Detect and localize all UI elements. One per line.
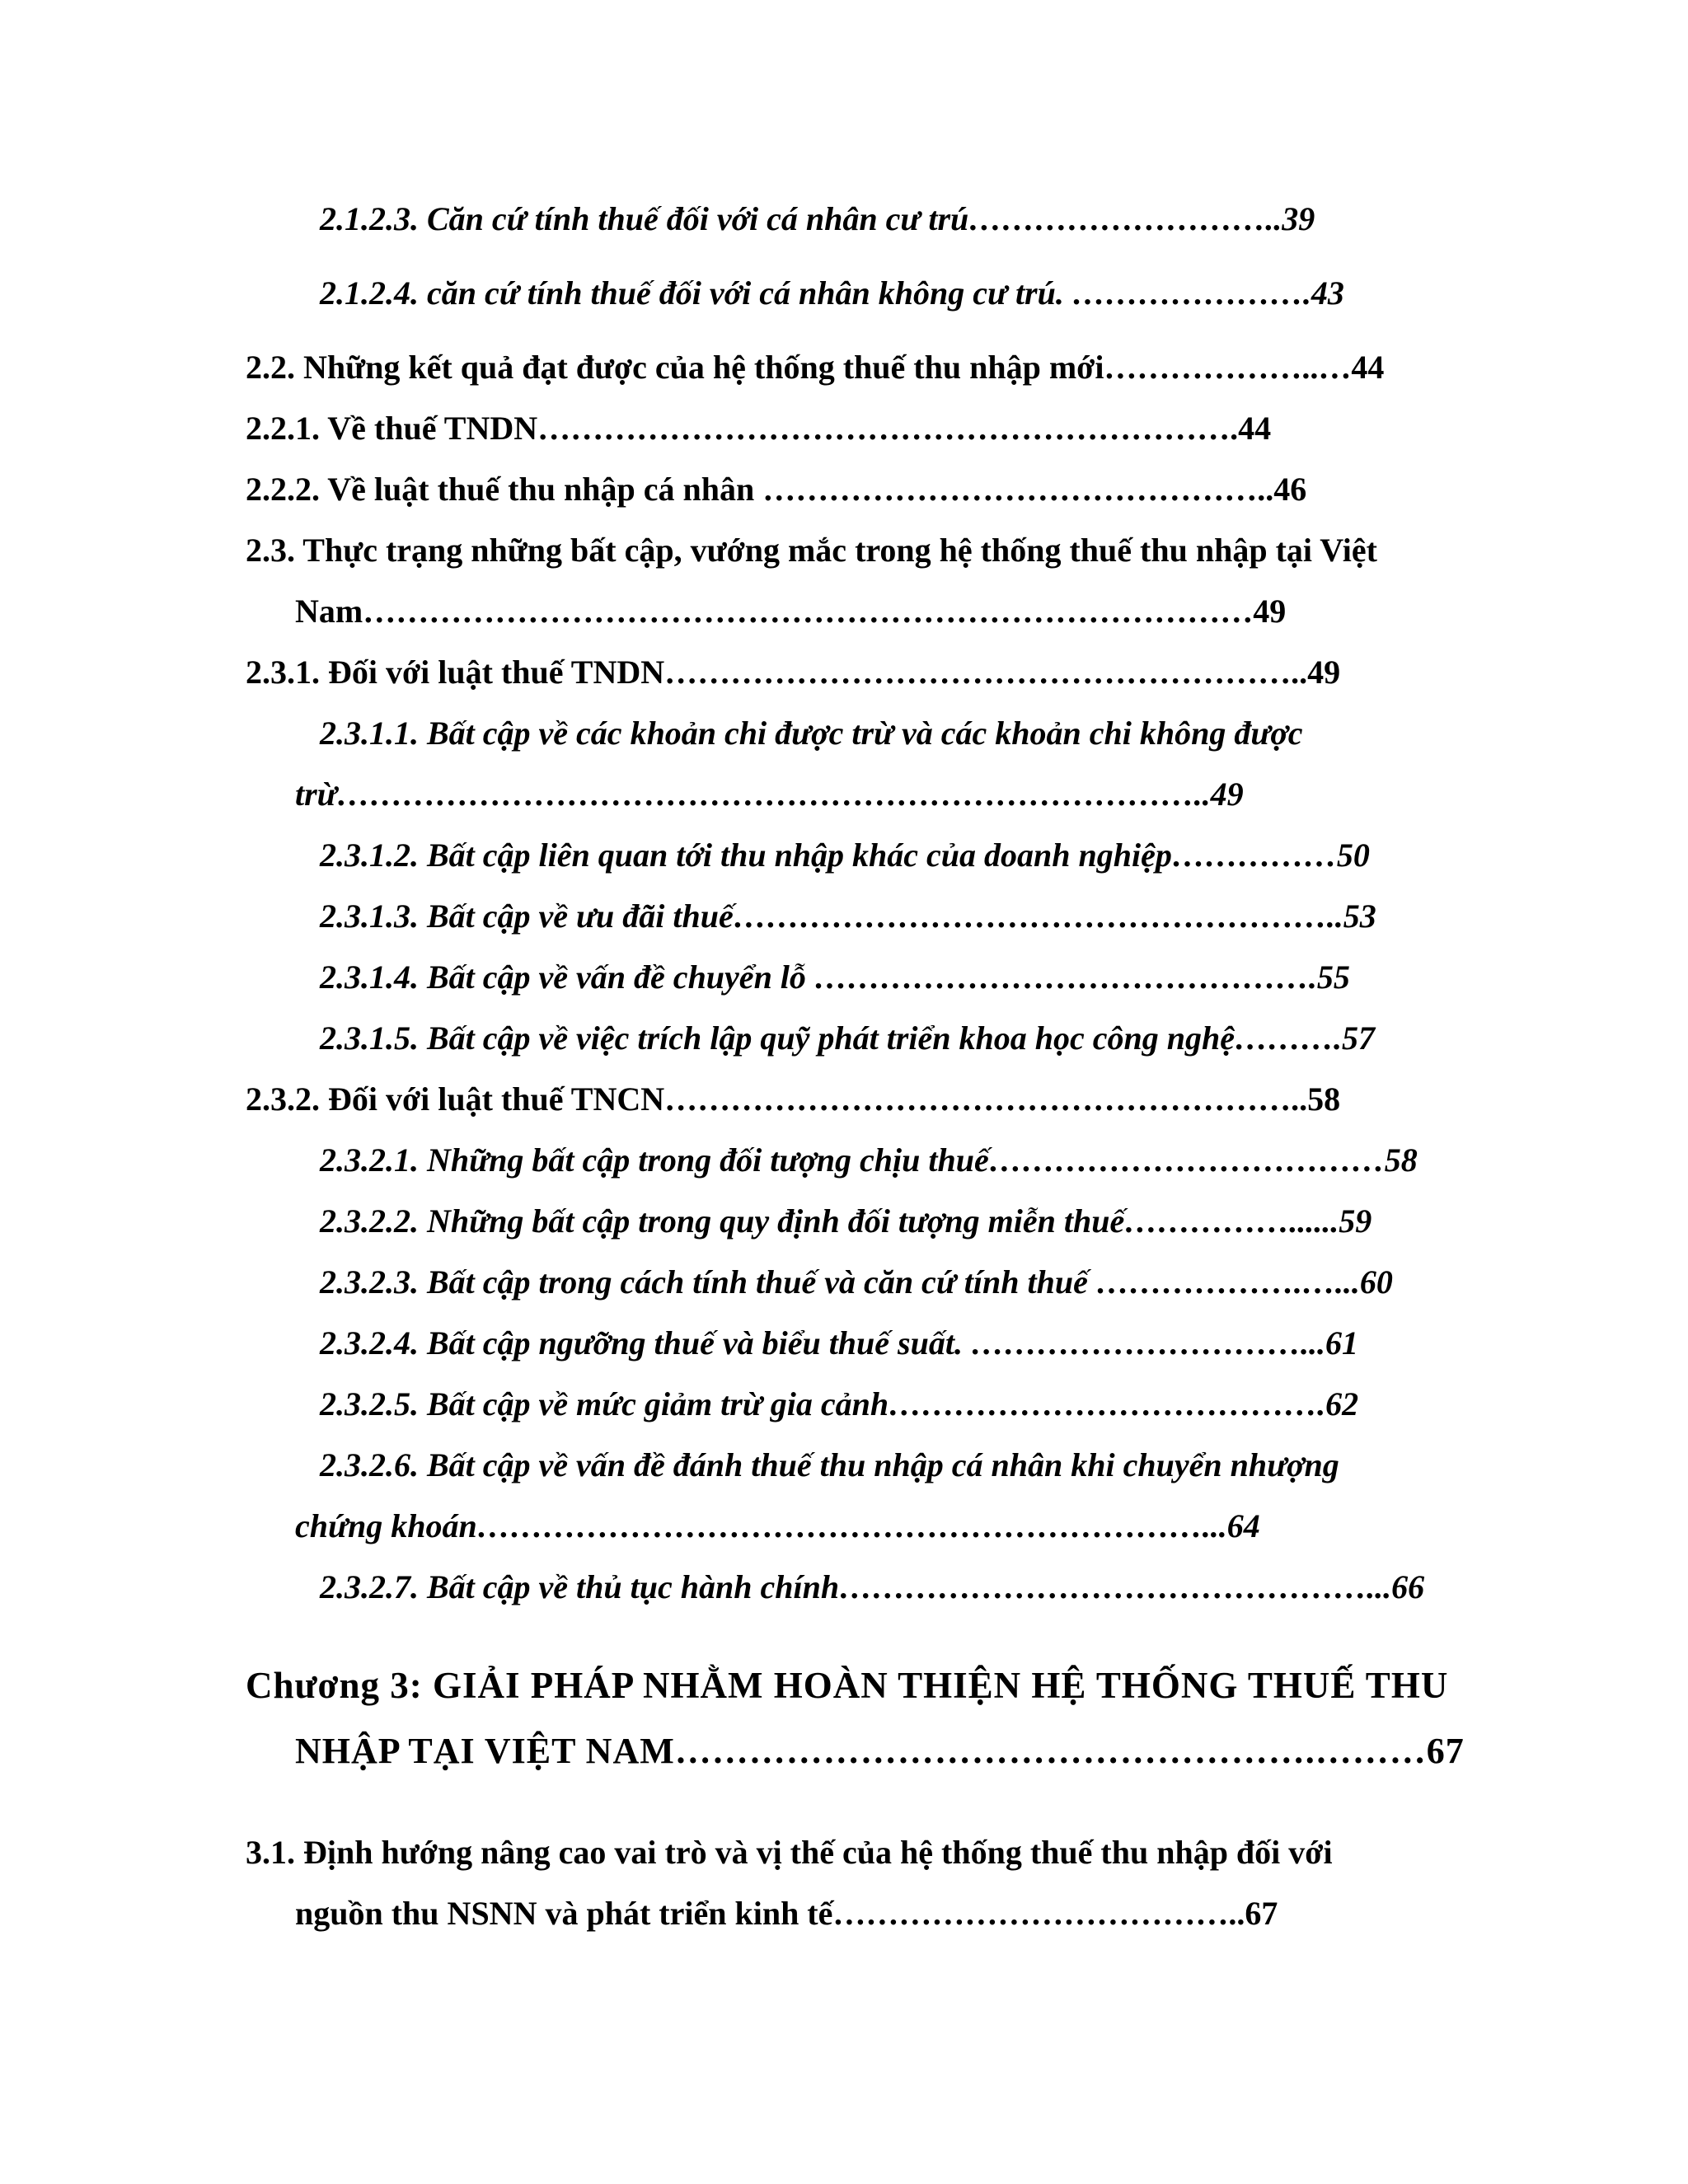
- toc-entry[interactable]: 2.3.1.1. Bất cập về các khoản chi được trừ và các khoản chi không được: [320, 715, 1303, 752]
- toc-entry[interactable]: 2.3. Thực trạng những bất cập, vướng mắc trong hệ thống thuế thu nhập tại Việt: [246, 532, 1377, 569]
- toc-entry[interactable]: 2.3.1.3. Bất cập về ưu đãi thuế………………………………………………..53: [320, 898, 1376, 935]
- toc-entry[interactable]: 2.3.2. Đối với luật thuế TNCN…………………………………………………..58: [246, 1080, 1341, 1118]
- toc-entry[interactable]: 2.3.2.4. Bất cập ngưỡng thuế và biểu thuế suất. …………………………...61: [320, 1324, 1358, 1361]
- toc-chapter-heading[interactable]: Chương 3: GIẢI PHÁP NHẰM HOÀN THIỆN HỆ THỐNG THUẾ THU: [246, 1665, 1449, 1706]
- toc-entry[interactable]: 2.3.2.5. Bất cập về mức giảm trừ gia cảnh………………………………….62: [320, 1385, 1359, 1422]
- toc-entry-continuation[interactable]: nguồn thu NSNN và phát triển kinh tế………………………………..67: [295, 1895, 1278, 1932]
- toc-entry[interactable]: 2.3.2.7. Bất cập về thủ tục hành chính…………………………………………...66: [320, 1568, 1425, 1605]
- toc-entry[interactable]: 2.3.2.6. Bất cập về vấn đề đánh thuế thu nhập cá nhân khi chuyển nhượng: [320, 1446, 1339, 1483]
- toc-entry[interactable]: 2.2.1. Về thuế TNDN……………………………………………………….44: [246, 410, 1272, 447]
- toc-chapter-heading-continuation[interactable]: NHẬP TẠI VIỆT NAM…………………………………………….………67: [295, 1731, 1465, 1771]
- toc-entry[interactable]: 2.3.2.1. Những bất cập trong đối tượng chịu thuế………………………………58: [320, 1141, 1418, 1179]
- toc-entry[interactable]: 2.2.2. Về luật thuế thu nhập cá nhân ………………………………………..46: [246, 471, 1307, 508]
- toc-entry-continuation[interactable]: trừ……………………………………………………………………..49: [295, 776, 1244, 813]
- toc-entry[interactable]: 3.1. Định hướng nâng cao vai trò và vị thế của hệ thống thuế thu nhập đối với: [246, 1834, 1333, 1871]
- toc-entry[interactable]: 2.3.2.2. Những bất cập trong quy định đối tượng miễn thuế……………......59: [320, 1202, 1372, 1240]
- toc-entry-continuation[interactable]: chứng khoán…………………………………………………………...64: [295, 1507, 1260, 1544]
- toc-entry-continuation[interactable]: Nam………………………………………………………………………49: [295, 593, 1287, 630]
- toc-entry[interactable]: 2.3.1.4. Bất cập về vấn đề chuyển lỗ ……………………………………….55: [320, 958, 1350, 996]
- toc-entry[interactable]: 2.3.1.5. Bất cập về việc trích lập quỹ phát triển khoa học công nghệ……….57: [320, 1019, 1375, 1057]
- toc-entry[interactable]: 2.2. Những kết quả đạt được của hệ thống thuế thu nhập mới………………..…44: [246, 349, 1385, 386]
- toc-entry[interactable]: 2.3.2.3. Bất cập trong cách tính thuế và căn cứ tính thuế ……………….…...60: [320, 1263, 1393, 1301]
- toc-entry[interactable]: 2.3.1. Đối với luật thuế TNDN…………………………………………………..49: [246, 654, 1341, 691]
- toc-entry[interactable]: 2.3.1.2. Bất cập liên quan tới thu nhập khác của doanh nghiệp……………50: [320, 837, 1370, 874]
- toc-entry[interactable]: 2.1.2.3. Căn cứ tính thuế đối với cá nhân cư trú………………………..39: [320, 200, 1315, 237]
- toc-entry[interactable]: 2.1.2.4. căn cứ tính thuế đối với cá nhân không cư trú. ………………….43: [320, 274, 1344, 312]
